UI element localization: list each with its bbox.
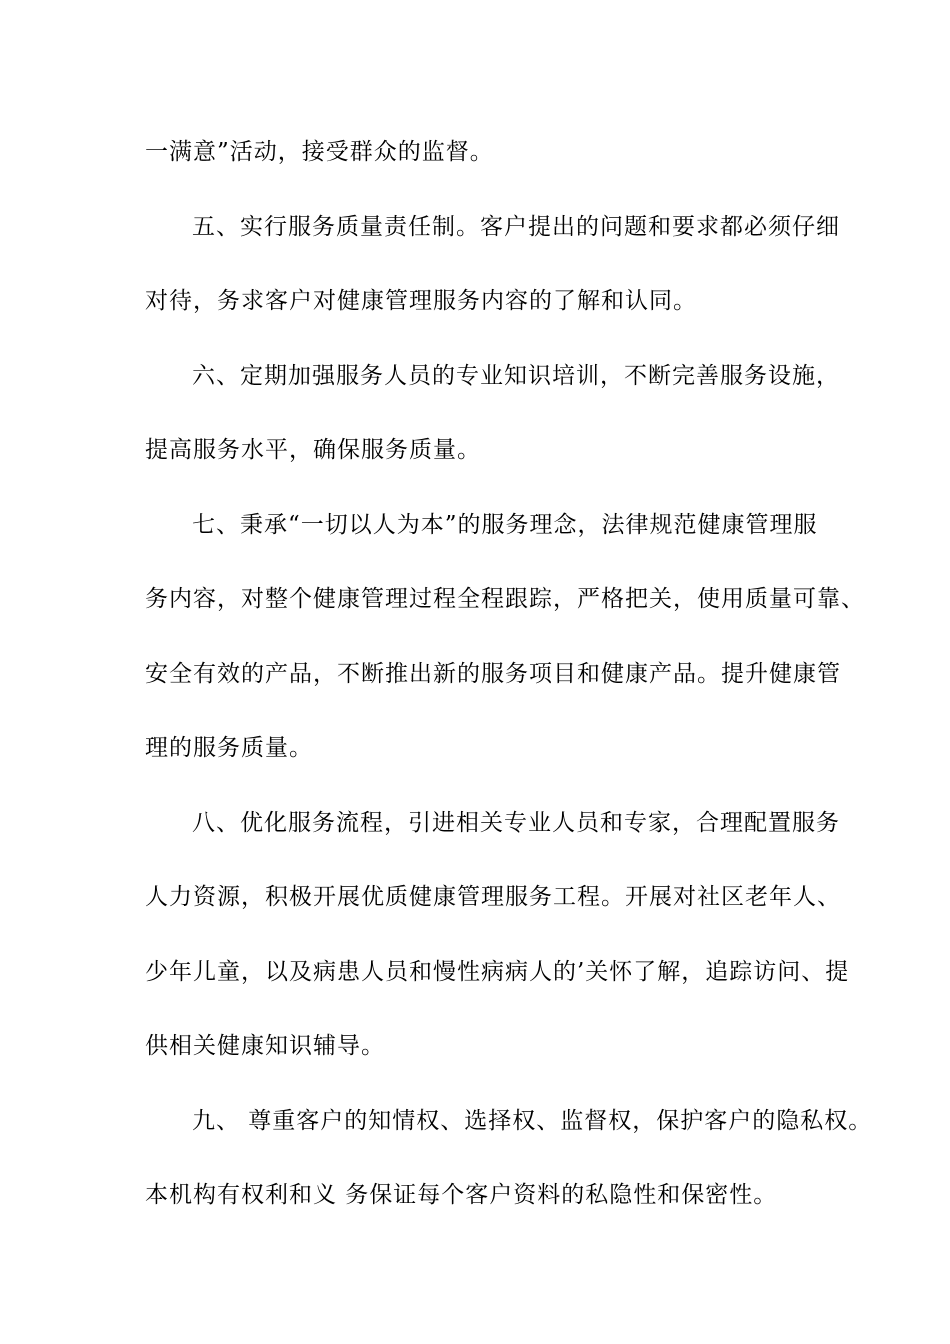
paragraph-7-line-1: 七、秉承“一切以人为本”的服务理念，法律规范健康管理服 (192, 512, 818, 538)
text-line: 供相关健康知识辅导。 (145, 1033, 385, 1059)
text-line: 提高服务水平，确保服务质量。 (145, 437, 481, 463)
text-line: 一满意”活动，接受群众的监督。 (145, 139, 494, 165)
text-line: 人力资源，积极开展优质健康管理服务工程。开展对社区老年人、 (145, 884, 841, 910)
text-line: 少年儿童，以及病患人员和慢性病病人的’关怀了解，追踪访问、提 (145, 959, 850, 985)
text-line: 对待，务求客户对健康管理服务内容的了解和认同。 (145, 288, 697, 314)
paragraph-6-line-1: 六、定期加强服务人员的专业知识培训，不断完善服务设施， (192, 363, 840, 389)
text-line: 本机构有权利和义 务保证每个客户资料的私隐性和保密性。 (145, 1182, 778, 1208)
text-line: 安全有效的产品，不断推出新的服务项目和健康产品。提升健康管 (145, 661, 841, 687)
paragraph-9-line-1: 九、 尊重客户的知情权、选择权、监督权，保护客户的隐私权。 (192, 1108, 873, 1134)
paragraph-5-line-1: 五、实行服务质量责任制。客户提出的问题和要求都必须仔细 (192, 214, 840, 240)
paragraph-8-line-1: 八、优化服务流程，引进相关专业人员和专家，合理配置服务 (192, 810, 840, 836)
text-line: 务内容，对整个健康管理过程全程跟踪，严格把关，使用质量可靠、 (145, 586, 865, 612)
text-line: 理的服务质量。 (145, 735, 313, 761)
